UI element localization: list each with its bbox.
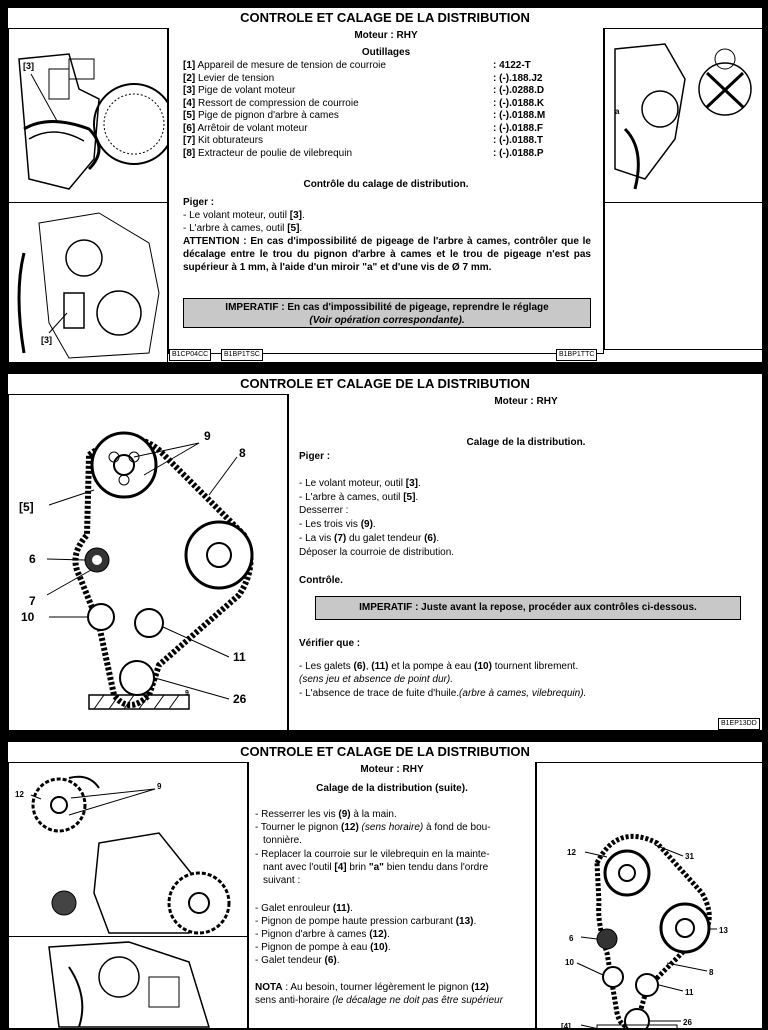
label-8: 8 [239, 446, 246, 460]
engine-timing-illustration [9, 203, 168, 364]
imperatif-box: IMPERATIF : Juste avant la repose, procéder aux contrôles ci-dessous. [315, 596, 741, 620]
engine-image-top-left [8, 28, 168, 203]
calage-title: Calage de la distribution. [466, 437, 586, 448]
step-replace-belt-cont: nant avec l'outil [4] brin "a" bien tendu dans l'ordre [263, 862, 489, 873]
tool-ref: : (-).0188.K [493, 97, 545, 109]
imperatif-box: IMPERATIF : En cas d'impossibilité de pigeage, reprendre le réglage (Voir opération correspondante). [183, 298, 591, 328]
tool-ref: : (-).0188.F [493, 122, 544, 134]
calage-section [288, 410, 764, 732]
check-rollers: - Les galets (6), (11) et la pompe à eau (10) tournent librement. [299, 661, 579, 672]
piger-item-camshaft: - L'arbre à cames, outil [5]. [183, 223, 303, 234]
tool-row [183, 85, 545, 98]
panel-title: CONTROLE ET CALAGE DE LA DISTRIBUTION [8, 742, 762, 764]
tool-label: [3] [41, 335, 52, 345]
check-rollers-note: (sens jeu et absence de point dur). [299, 674, 453, 685]
step-replace-belt: - Replacer la courroie sur le vilebrequin en la mainte- [255, 849, 490, 860]
label-6: 6 [569, 934, 574, 943]
tools-title: Outillages [361, 47, 411, 58]
step-flywheel: - Le volant moteur, outil [3]. [299, 478, 421, 489]
panel-controle-1 [6, 6, 764, 364]
label-11: 11 [233, 650, 246, 664]
piger-item-flywheel: - Le volant moteur, outil [3]. [183, 210, 305, 221]
step-tighten-screws: - Resserrer les vis (9) à la main. [255, 809, 397, 820]
tool-name: [2] Levier de tension [183, 72, 275, 84]
tool-name: [4] Ressort de compression de courroie [183, 97, 359, 109]
order-hp-pump: - Pignon de pompe haute pression carburant (13). [255, 916, 477, 927]
figure-ref: B1BP1TSC [221, 349, 263, 361]
motor-label: Moteur : RHY [168, 28, 604, 45]
tool-name: [7] Kit obturateurs [183, 135, 264, 146]
attention-note: ATTENTION : En cas d'impossibilité de pigeage de l'arbre à cames, contrôler que le décalage entre le trou du pignon d'arbre à cames et le trou de pigeage n'est pas supérieur à 1 mm, à l'aide d'un miroir "a" et d'une vis de Ø 7 mm. [183, 236, 591, 273]
tool-ref: : (-).0288.D [493, 85, 545, 96]
tool-row [183, 110, 545, 123]
step-replace-belt-order: suivant : [263, 875, 301, 886]
tool-ref: : 4122-T [493, 60, 531, 71]
tool-name: [5] Pige de pignon d'arbre à cames [183, 110, 339, 121]
label-6: 6 [29, 552, 36, 566]
tools-section [168, 44, 604, 354]
desserrer-heading: Desserrer : [299, 505, 349, 516]
step-turn-gear: - Tourner le pignon (12) (sens horaire) à fond de bou- [255, 822, 491, 833]
motor-label: Moteur : RHY [288, 394, 764, 411]
mirror-check-illustration [605, 29, 764, 203]
controle-heading: Contrôle. [299, 575, 343, 586]
gear-image-top-left [8, 762, 248, 937]
mirror-label: a [615, 107, 620, 116]
calage-suite-section [248, 778, 536, 1030]
label-13: 13 [719, 926, 728, 935]
timing-belt-svg [9, 395, 288, 732]
tool-row [183, 60, 545, 73]
label-9: 9 [204, 429, 211, 443]
figure-ref: B1BP1TTC [556, 349, 597, 361]
label-5: [5] [19, 500, 34, 514]
tool-ref: : (-).188.J2 [493, 72, 543, 84]
tools-table [183, 60, 545, 160]
tool-name: [1] Appareil de mesure de tension de courroie [183, 60, 386, 71]
label-9-small: 9 [185, 690, 189, 697]
nota-line-2: sens anti-horaire (le décalage ne doit pas être supérieur [255, 995, 503, 1006]
tool-ref: : (-).0188.P [493, 147, 544, 159]
engine-image-bottom-left [8, 936, 248, 1030]
panel-title: CONTROLE ET CALAGE DE LA DISTRIBUTION [8, 8, 762, 30]
step-turn-gear-cont: tonnière. [263, 835, 302, 846]
calage-suite-title: Calage de la distribution (suite). [316, 783, 468, 794]
cam-gear-illustration [9, 763, 248, 937]
label-12: 12 [15, 790, 24, 799]
label-26: 26 [233, 692, 247, 706]
verifier-heading: Vérifier que : [299, 638, 361, 649]
tool-row [183, 148, 545, 161]
label-12: 12 [567, 848, 576, 857]
tool-row [183, 73, 545, 86]
belt-routing-diagram [536, 762, 764, 1030]
check-title: Contrôle du calage de distribution. [303, 179, 469, 190]
tool-row [183, 98, 545, 111]
panel-title: CONTROLE ET CALAGE DE LA DISTRIBUTION [8, 374, 762, 396]
tool-ref: : (-).0188.M [493, 110, 546, 121]
order-idler: - Galet enrouleur (11). [255, 903, 353, 914]
motor-label: Moteur : RHY [248, 762, 536, 779]
label-31: 31 [685, 852, 694, 861]
step-remove-belt: Déposer la courroie de distribution. [299, 547, 455, 558]
tool-name: [8] Extracteur de poulie de vilebrequin [183, 147, 352, 159]
nota-line-1: NOTA : Au besoin, tourner légèrement le pignon (12) [255, 982, 489, 993]
label-8: 8 [709, 968, 714, 977]
check-oil-leak: - L'absence de trace de fuite d'huile.(arbre à cames, vilebrequin). [299, 688, 587, 699]
label-10: 10 [565, 958, 574, 967]
piger-heading: Piger : [299, 451, 331, 462]
figure-ref: B1EP13DD [718, 718, 760, 730]
label-26: 26 [683, 1018, 692, 1027]
label-10: 10 [21, 610, 35, 624]
tool-name: [3] Pige de volant moteur [183, 85, 296, 96]
step-camshaft: - L'arbre à cames, outil [5]. [299, 492, 419, 503]
step-screws: - Les trois vis (9). [299, 519, 376, 530]
blank-right-cell [604, 202, 764, 350]
label-9: 9 [157, 782, 162, 791]
timing-belt-diagram [8, 394, 288, 732]
belt-routing-svg [537, 763, 764, 1030]
tool-ref: : (-).0188.T [493, 135, 544, 146]
tool-label: [3] [23, 61, 34, 71]
step-tensioner: - La vis (7) du galet tendeur (6). [299, 533, 440, 544]
piger-heading: Piger : [183, 197, 215, 208]
order-tensioner: - Galet tendeur (6). [255, 955, 340, 966]
figure-ref: B1CP04CC [169, 349, 211, 361]
engine-flywheel-illustration [9, 29, 168, 203]
panel-controle-3 [6, 740, 764, 1030]
tool-name: [6] Arrêtoir de volant moteur [183, 122, 308, 134]
label-4: [4] [561, 1022, 571, 1030]
order-water-pump: - Pignon de pompe à eau (10). [255, 942, 391, 953]
tool-row [183, 123, 545, 136]
engine-image-top-right [604, 28, 764, 203]
order-camshaft: - Pignon d'arbre à cames (12). [255, 929, 390, 940]
engine-block-illustration [9, 937, 248, 1030]
panel-controle-2 [6, 372, 764, 732]
label-11: 11 [685, 988, 694, 997]
label-7: 7 [29, 594, 36, 608]
engine-image-bottom-left [8, 202, 168, 364]
tool-row [183, 135, 545, 148]
